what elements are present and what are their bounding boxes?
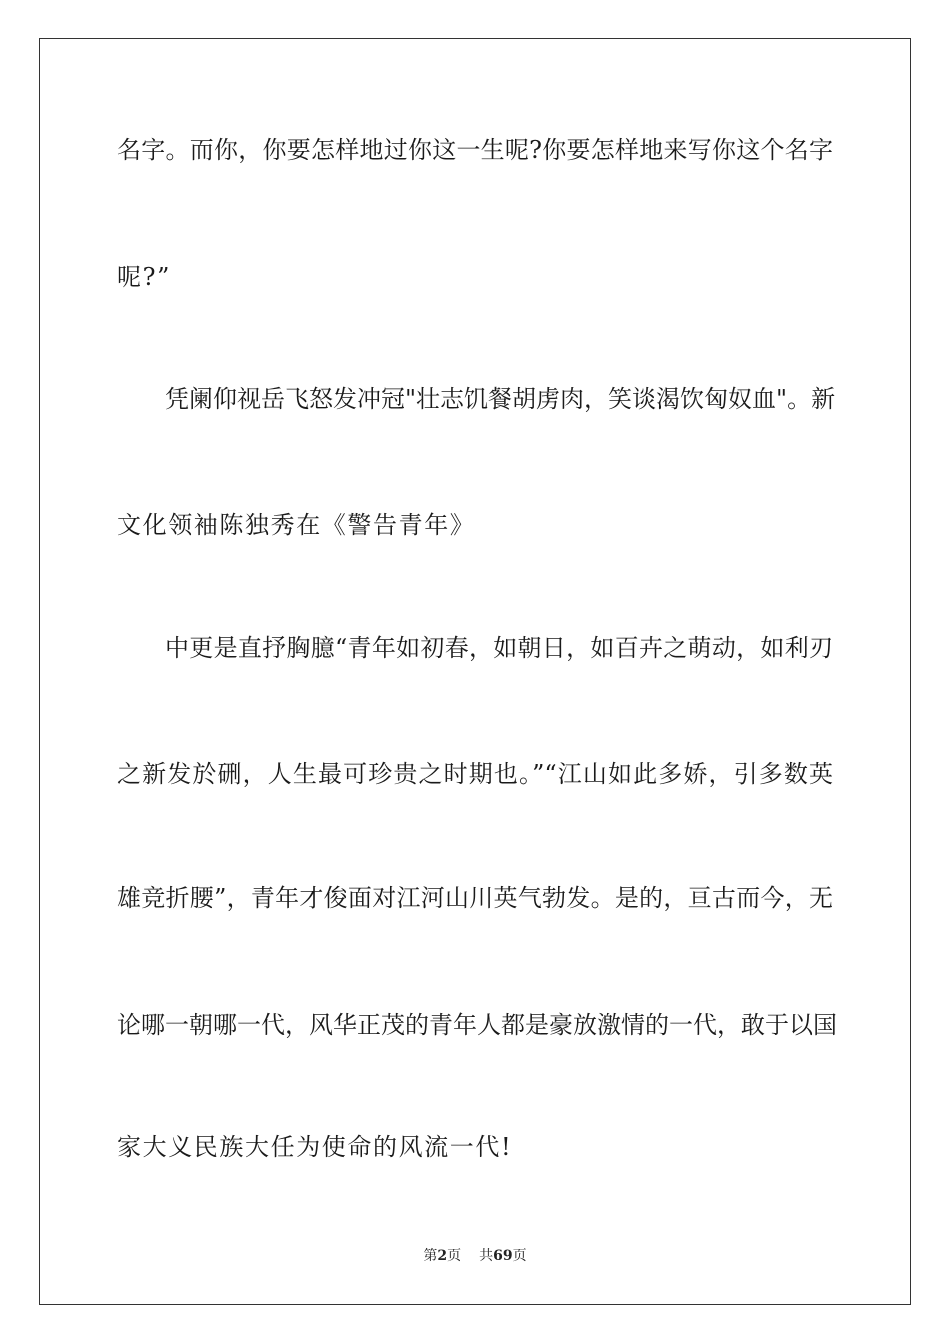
body-line-4: 文化领袖陈独秀在《警告青年》 bbox=[117, 511, 476, 539]
body-line-6: 之新发於硎，人生最可珍贵之时期也。”“江山如此多娇，引多数英 bbox=[117, 760, 833, 788]
page-footer bbox=[0, 1246, 950, 1266]
body-line-5: 中更是直抒胸臆“青年如初春，如朝日，如百卉之萌动，如利刃 bbox=[165, 634, 833, 662]
page-number: 2 bbox=[437, 1248, 448, 1264]
body-line-7: 雄竞折腰”，青年才俊面对江河山川英气勃发。是的，亘古而今，无 bbox=[117, 884, 833, 912]
total-suffix: 页 bbox=[512, 1248, 527, 1264]
page-border bbox=[39, 38, 911, 1305]
page-suffix: 页 bbox=[447, 1248, 462, 1264]
body-line-3: 凭阑仰视岳飞怒发冲冠"壮志饥餐胡虏肉，笑谈渴饮匈奴血"。新 bbox=[165, 385, 836, 413]
body-line-8: 论哪一朝哪一代，风华正茂的青年人都是豪放激情的一代，敢于以国 bbox=[117, 1011, 837, 1039]
body-line-1: 名字。而你，你要怎样地过你这一生呢?你要怎样地来写你这个名字 bbox=[117, 136, 833, 164]
body-line-9: 家大义民族大任为使命的风流一代! bbox=[117, 1133, 513, 1161]
page-prefix: 第 bbox=[423, 1248, 438, 1264]
total-pages: 69 bbox=[493, 1248, 513, 1264]
body-line-2: 呢?” bbox=[117, 263, 171, 291]
total-prefix: 共 bbox=[479, 1248, 494, 1264]
